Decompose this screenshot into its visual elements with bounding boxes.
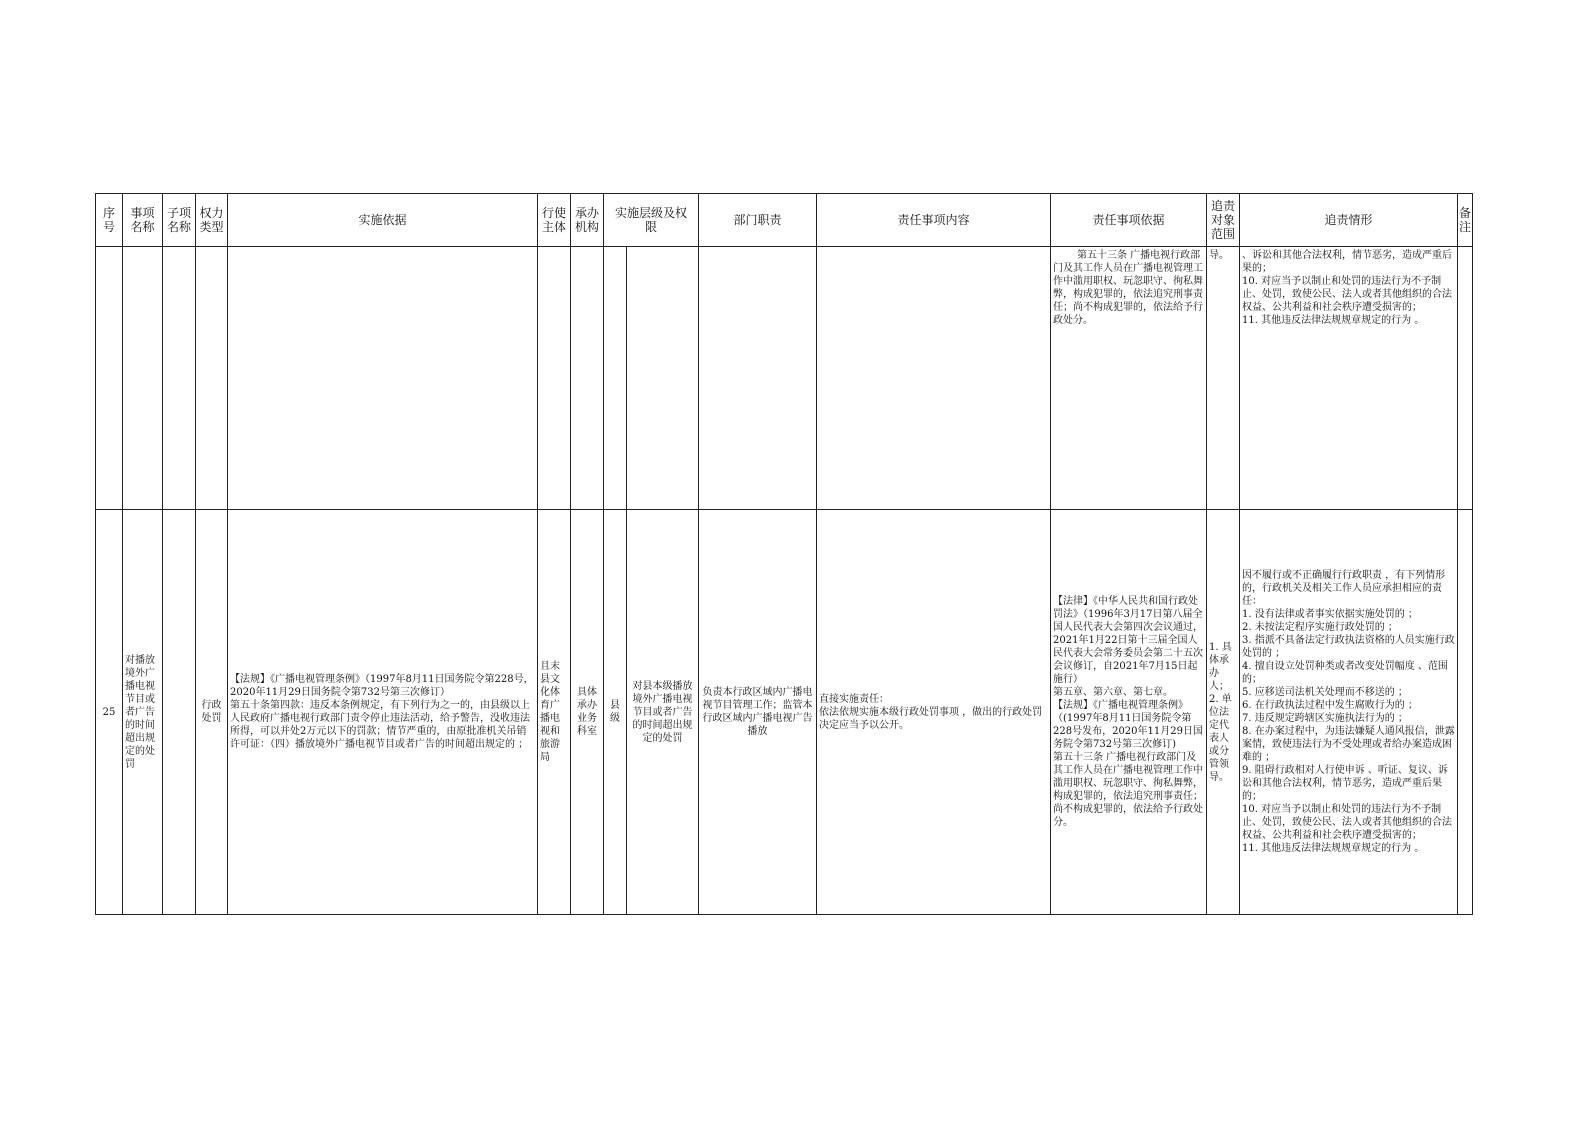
header-resp-content: 责任事项内容 <box>817 194 1051 247</box>
row2-scope: 1. 具体承办人； 2. 单位法定代表人或分管领导。 <box>1207 510 1240 915</box>
row2-resp-content: 直接实施责任： 依法依规实施本级行政处罚事项 ，做出的行政处罚决定应当予以公开。 <box>817 510 1051 915</box>
row1-situation: 、诉讼和其他合法权利，情节恶劣，造成严重后果的； 10. 对应当予以制止和处罚的违法行为不予制止、处罚，致使公民、法人或者其他组织的合法权益、公共利益和社会秩序遭受损害的； 11. 其他违反法律法规规章规定的行为 。 <box>1240 247 1458 510</box>
row2-basis: 【法规】《广播电视管理条例》（1997年8月11日国务院令第228号，2020年11月29日国务院令第732号第三次修订） 第五十条第四款：违反本条例规定，有下列行为之一的，由县级以上人民政府广播电视行政部门责令停止违法活动，给予警告，没收违法所得，可以并处2万元以下的罚款；情节严重的，由原批准机关吊销许可证：（四）播放境外广播电视节目或者广告的时间超出规定的 ； <box>228 510 538 915</box>
row2-level-a: 县 级 <box>604 510 627 915</box>
header-resp-basis: 责任事项依据 <box>1051 194 1207 247</box>
row2-level-b: 对县本级播放境外广播电视节目或者广告的时间超出规定的处罚 <box>627 510 699 915</box>
header-seq: 序 号 <box>96 194 123 247</box>
table-row <box>96 247 1473 510</box>
table-header-row <box>96 194 1473 247</box>
row2-power-type: 行政 处罚 <box>196 510 228 915</box>
table-row <box>96 510 1473 915</box>
power-list-table <box>95 193 1473 915</box>
row2-seq: 25 <box>96 510 123 915</box>
row2-duty: 负责本行政区域内广播电视节目管理工作；监管本行政区域内广播电视广告播放 <box>699 510 817 915</box>
header-handler: 承办 机构 <box>571 194 604 247</box>
row2-item-name: 对播放境外广播电视节目或者广告的时间超出规定的处罚 <box>123 510 163 915</box>
row2-remark <box>1458 510 1473 915</box>
header-basis: 实施依据 <box>228 194 538 247</box>
header-scope: 追责 对象 范围 <box>1207 194 1240 247</box>
row2-situation: 因不履行或不正确履行行政职责 ，有下列情形的，行政机关及相关工作人员应承担相应的责任： 1. 没有法律或者事实依据实施处罚的 ； 2. 未按法定程序实施行政处罚的 ； 3. 指派不具备法定行政执法资格的人员实施行政处罚的 ； 4. 擅自设立处罚种类或者改变处罚幅度 、范围的； 5. 应移送司法机关处理而不移送的 ； 6. 在行政执法过程中发生腐败行为的 ； 7. 违反规定跨辖区实施执法行为的 ； 8. 在办案过程中，为违法嫌疑人通风报信，泄露案情，致使违法行为不受处理或者给办案造成困难的 ； 9. 阻碍行政相对人行使申诉 、听证、复议、诉讼和其他合法权利，情节恶劣，造成严重后果的； 10. 对应当予以制止和处罚的违法行为不予制止、处罚，致使公民、法人或者其他组织的合法权益、公共利益和社会秩序遭受损害的； 11. 其他违反法律法规规章规定的行为 。 <box>1240 510 1458 915</box>
row1-resp-basis: 第五十三条 广播电视行政部门及其工作人员在广播电视管理工作中滥用职权、玩忽职守、徇私舞弊，构成犯罪的，依法追究刑事责任；尚不构成犯罪的，依法给予行政处分。 <box>1051 247 1207 510</box>
header-subject: 行使 主体 <box>538 194 571 247</box>
row1-scope: 导。 <box>1207 247 1240 510</box>
header-duty: 部门职责 <box>699 194 817 247</box>
row2-handler: 具体承办业务科室 <box>571 510 604 915</box>
header-item-name: 事项 名称 <box>123 194 163 247</box>
row2-sub-name <box>163 510 196 915</box>
header-power-type: 权力 类型 <box>196 194 228 247</box>
header-level: 实施层级及权 限 <box>604 194 699 247</box>
row2-resp-basis: 【法律】《中华人民共和国行政处罚法》（1996年3月17日第八届全国人民代表大会第四次会议通过，2021年1月22日第十三届全国人民代表大会常务委员会第二十五次会议修订，自2021年7月15日起施行） 第五章、第六章、第七章。 【法规】《广播电视管理条例》（(1997年8月11日国务院令第228号发布，2020年11月29日国务院令第732号第三次修订) 第五十三条 广播电视行政部门及其工作人员在广播电视管理工作中滥用职权、玩忽职守、徇私舞弊，构成犯罪的，依法追究刑事责任；尚不构成犯罪的，依法给予行政处分。 <box>1051 510 1207 915</box>
header-remark: 备 注 <box>1458 194 1473 247</box>
header-sub-name: 子项 名称 <box>163 194 196 247</box>
row2-subject: 且末县文化体育广播电视和旅游局 <box>538 510 571 915</box>
header-situation: 追责情形 <box>1240 194 1458 247</box>
